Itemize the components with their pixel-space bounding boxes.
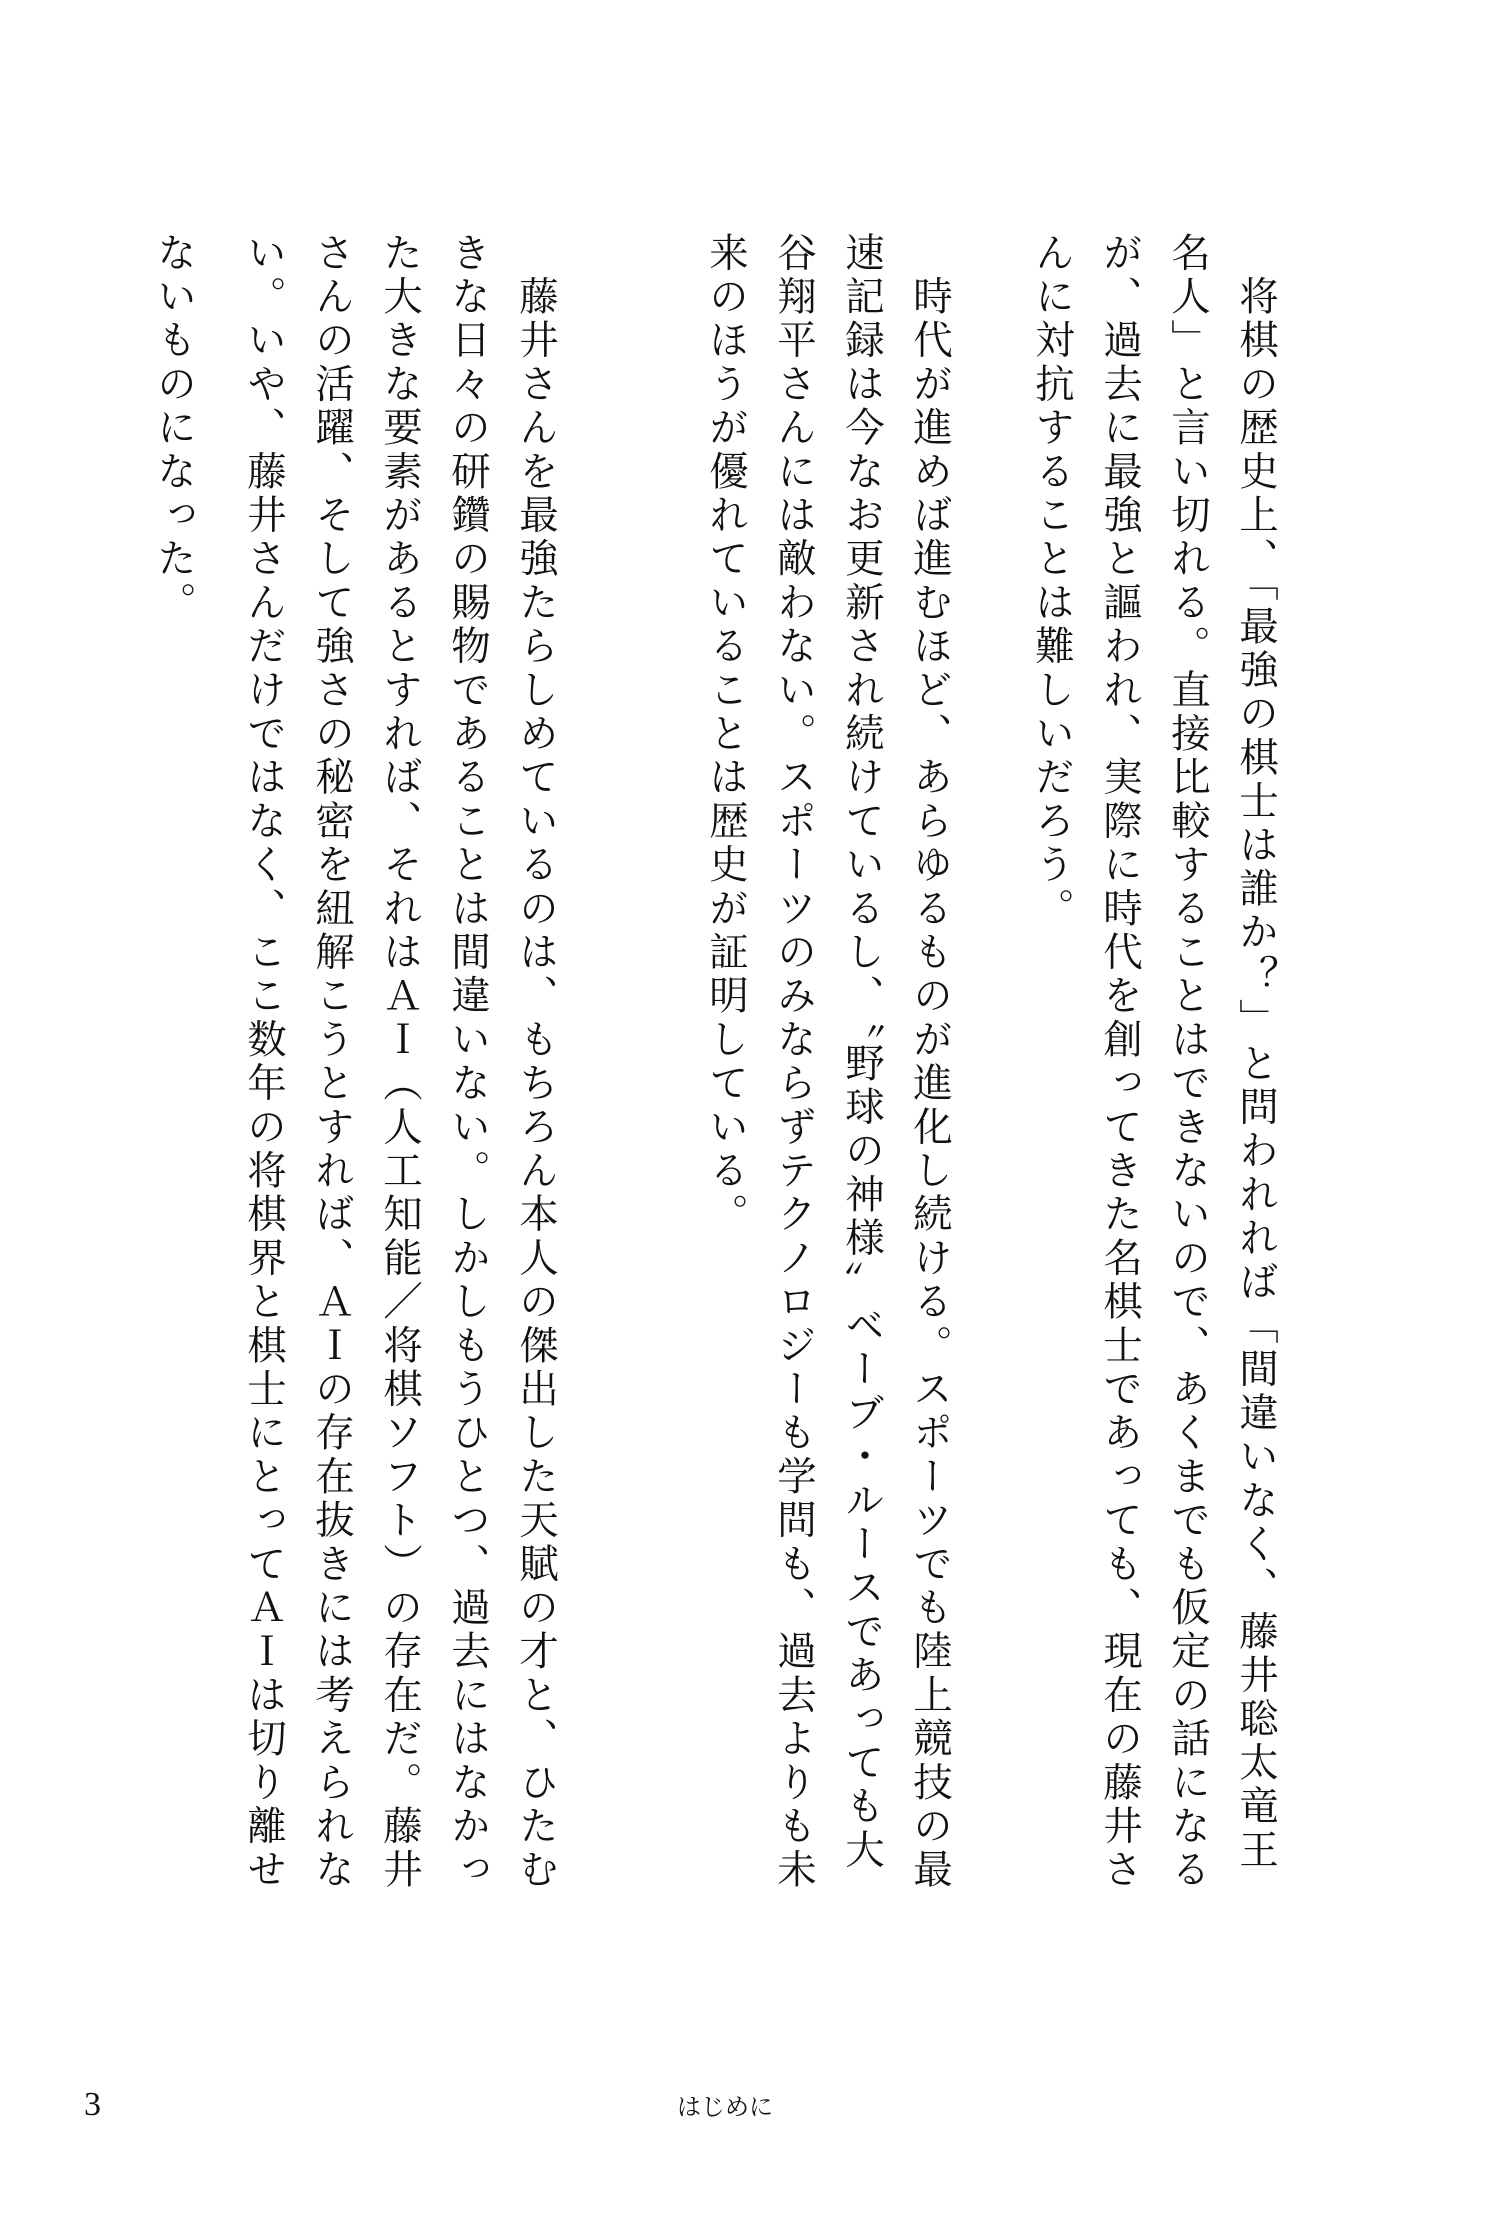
text-line-13: い。いや、藤井さんだけではなく、ここ数年の将棋界と棋士にとってＡＩは切り離せ — [241, 232, 287, 1893]
text-line-9: 藤井さんを最強たらしめているのは、もちろん本人の傑出した天賦の才と、ひたむ — [513, 232, 559, 1893]
text-line-5: 時代が進めば進むほど、あらゆるものが進化し続ける。スポーツでも陸上競技の最 — [907, 232, 953, 1893]
text-line-4: んに対抗することは難しいだろう。 — [1029, 232, 1075, 932]
text-line-8: 来のほうが優れていることは歴史が証明している。 — [703, 232, 749, 1238]
text-line-2: 名人」と言い切れる。直接比較することはできないので、あくまでも仮定の話になる — [1165, 232, 1211, 1893]
running-head: はじめに — [677, 2093, 773, 2121]
text-line-14: ないものになった。 — [151, 232, 197, 626]
text-line-11: た大きな要素があるとすれば、それはＡＩ（人工知能／将棋ソフト）の存在だ。藤井 — [377, 232, 423, 1893]
text-line-10: きな日々の研鑽の賜物であることは間違いない。しかしもうひとつ、過去にはなかっ — [445, 232, 491, 1893]
page-number: 3 — [84, 2086, 101, 2123]
text-line-12: さんの活躍、そして強さの秘密を紐解こうとすれば、ＡＩの存在抜きには考えられな — [309, 232, 355, 1893]
text-line-6: 速記録は今なお更新され続けているし、〝野球の神様〟ベーブ・ルースであっても大 — [839, 232, 885, 1873]
text-line-7: 谷翔平さんには敵わない。スポーツのみならずテクノロジーも学問も、過去よりも未 — [771, 232, 817, 1893]
text-line-1: 将棋の歴史上、「最強の棋士は誰か？」と問われれば「間違いなく、藤井聡太竜王 — [1233, 232, 1279, 1873]
text-line-3: が、過去に最強と謳われ、実際に時代を創ってきた名棋士であっても、現在の藤井さ — [1097, 232, 1143, 1893]
